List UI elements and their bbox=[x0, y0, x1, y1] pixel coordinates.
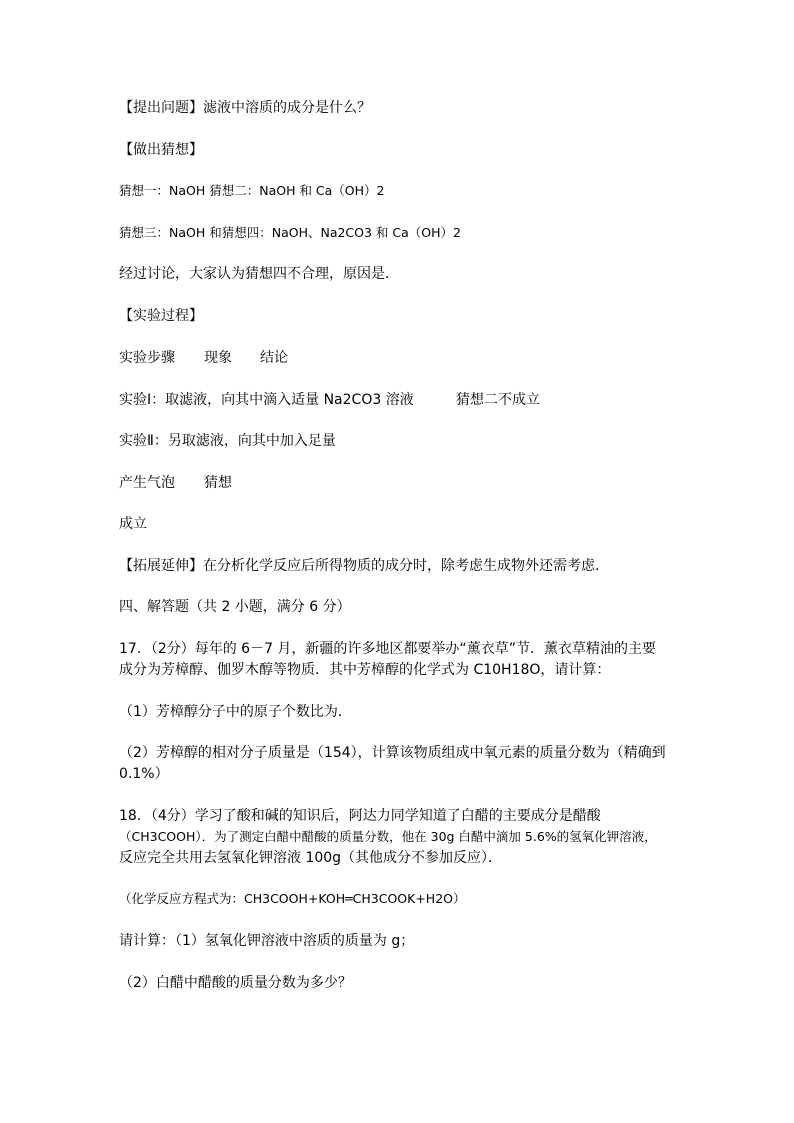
q17-part-2-line-2: 0.1%） bbox=[119, 766, 169, 782]
table-header-phenomenon: 现象 bbox=[204, 350, 232, 366]
table-header-step: 实验步骤 bbox=[119, 350, 175, 366]
extension-text: 【拓展延伸】在分析化学反应后所得物质的成分时，除考虑生成物外还需考虑． bbox=[119, 558, 609, 574]
q18-part-2: （2）白醋中醋酸的质量分数为多少？ bbox=[119, 975, 352, 991]
experiment-heading: 【实验过程】 bbox=[119, 308, 203, 324]
discussion-text: 经过讨论，大家认为猜想四不合理，原因是． bbox=[119, 266, 399, 282]
table-row2-step: 实验Ⅱ：另取滤液，向其中加入足量 bbox=[119, 433, 336, 449]
q18-equation: （化学反应方程式为：CH3COOH+KOH═CH3COOK+H2O） bbox=[119, 891, 466, 906]
q17-part-1: （1）芳樟醇分子中的原子个数比为． bbox=[119, 704, 352, 720]
section-four-heading: 四、解答题（共 2 小题，满分 6 分） bbox=[119, 599, 351, 615]
q18-part-1: 请计算：（1）氢氧化钾溶液中溶质的质量为 g； bbox=[119, 933, 415, 949]
q18-line-1: 18．（4分）学习了酸和碱的知识后，阿达力同学知道了白醋的主要成分是醋酸 bbox=[119, 808, 601, 824]
q17-part-2-line-1: （2）芳樟醇的相对分子质量是（154），计算该物质组成中氧元素的质量分数为（精确到 bbox=[119, 745, 666, 761]
table-row1-step: 实验Ⅰ：取滤液，向其中滴入适量 Na2CO3 溶液 bbox=[119, 392, 414, 408]
table-row2-conclusion-cont: 成立 bbox=[119, 516, 147, 532]
q17-line-2: 成分为芳樟醇、伽罗木醇等物质．其中芳樟醇的化学式为 C10H18O，请计算： bbox=[119, 662, 611, 678]
question-heading: 【提出问题】滤液中溶质的成分是什么？ bbox=[119, 100, 371, 116]
table-header-conclusion: 结论 bbox=[260, 350, 288, 366]
hypothesis-heading: 【做出猜想】 bbox=[119, 142, 203, 158]
table-row2-conclusion: 猜想 bbox=[204, 475, 232, 491]
q17-line-1: 17．（2分）每年的 6－7 月，新疆的许多地区都要举办“薰衣草”节．薰衣草精油的主要 bbox=[119, 641, 656, 657]
q18-line-3: 反应完全共用去氢氧化钾溶液 100g（其他成分不参加反应）． bbox=[119, 850, 503, 866]
hypothesis-3-4: 猜想三：NaOH 和猜想四：NaOH、Na2CO3 和 Ca（OH）2 bbox=[119, 225, 461, 240]
table-row1-conclusion: 猜想二不成立 bbox=[456, 392, 540, 408]
table-row2-phenomenon: 产生气泡 bbox=[119, 475, 175, 491]
q18-line-2: （CH3COOH）．为了测定白醋中醋酸的质量分数，他在 30g 白醋中滴加 5.6%的氢氧化钾溶液， bbox=[119, 829, 657, 844]
hypothesis-1-2: 猜想一：NaOH 猜想二：NaOH 和 Ca（OH）2 bbox=[119, 183, 385, 198]
